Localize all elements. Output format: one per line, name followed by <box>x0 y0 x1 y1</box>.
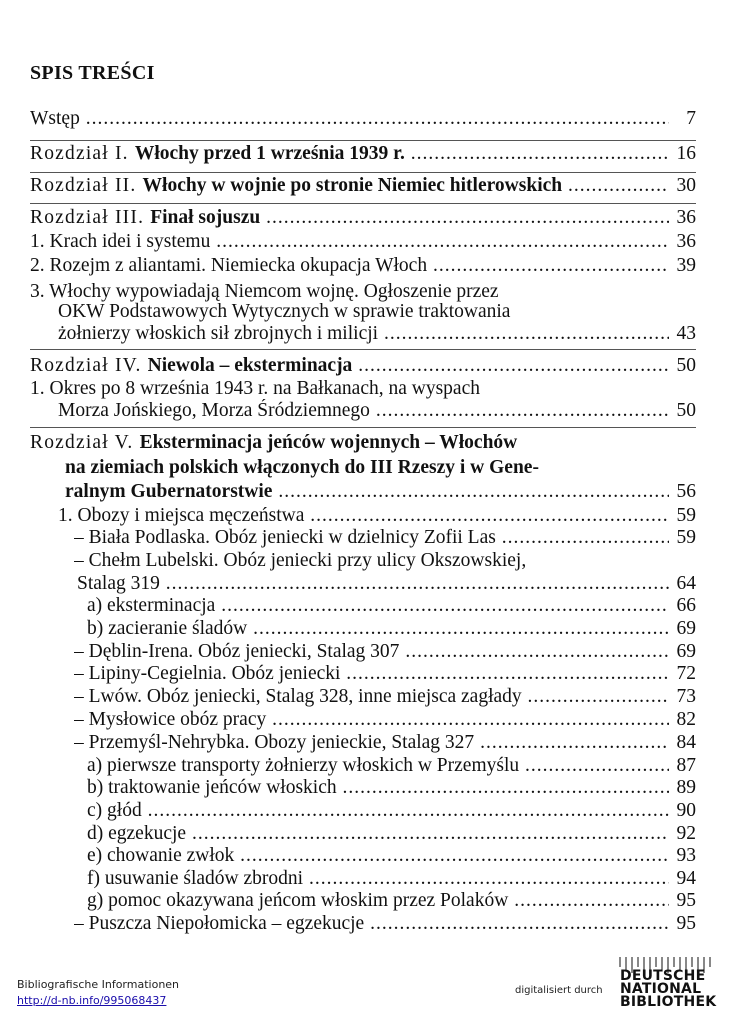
toc-entry-title <box>74 549 693 573</box>
toc-entry-title <box>74 640 669 664</box>
toc-entry-prefix: 3. Włochy wypowiadają Niemcom wojnę. Ogłoszenie przez <box>30 281 499 302</box>
toc-entry-title <box>87 889 669 913</box>
toc-entry-title <box>87 822 669 846</box>
toc-entry-title <box>58 300 693 324</box>
toc-entry-title <box>87 867 669 891</box>
toc-entry-page: 50 <box>670 354 696 378</box>
dnb-logo-text <box>620 970 716 1009</box>
toc-entry <box>0 685 733 709</box>
page-title: SPIS TREŚCI <box>30 62 155 84</box>
toc-entry-title <box>30 377 693 401</box>
toc-entry <box>0 912 733 936</box>
bibliographic-link[interactable]: http://d-nb.info/995068437 <box>17 994 167 1007</box>
dnb-logo-line-2: NATIONAL <box>620 981 702 997</box>
dnb-logo-line-3: BIBLIOTHEK <box>620 994 717 1010</box>
toc-entry-title <box>65 480 669 504</box>
toc-entry-page: 36 <box>670 230 696 254</box>
toc-entry <box>0 526 733 550</box>
toc-entry <box>0 776 733 800</box>
toc-entry-page: 59 <box>670 526 696 550</box>
toc-entry-page: 59 <box>670 504 696 528</box>
toc-entry-prefix: 1. Okres po 8 września 1943 r. na Bałkanach, na wyspach <box>30 378 480 399</box>
toc-entry-prefix: – Puszcza Niepołomicka – egzekucje <box>74 913 365 934</box>
toc-entry <box>0 549 733 573</box>
toc-entry-title <box>74 912 669 936</box>
toc-entry-title <box>77 572 669 596</box>
toc-entry-prefix: Morza Jońskiego, Morza Śródziemnego <box>58 400 370 421</box>
toc-entry-page: 69 <box>670 617 696 641</box>
toc-entry-title <box>30 142 669 166</box>
toc-entry-prefix: – Mysłowice obóz pracy <box>74 709 267 730</box>
toc-entry-page: 64 <box>670 572 696 596</box>
toc-entry-title <box>74 526 669 550</box>
toc-entry-prefix: c) głód <box>87 800 142 821</box>
toc-entry-page: 39 <box>670 254 696 278</box>
toc-entry-title <box>30 431 693 455</box>
toc-entry <box>0 754 733 778</box>
toc-entry-page: 69 <box>670 640 696 664</box>
toc-entry <box>0 708 733 732</box>
toc-entry-title <box>65 456 693 480</box>
toc-entry-page: 50 <box>670 399 696 423</box>
toc-entry-bold-title: Eksterminacja jeńców wojennych – Włochów <box>139 432 518 453</box>
toc-entry-prefix: e) chowanie zwłok <box>87 845 235 866</box>
toc-entry <box>0 399 733 423</box>
toc-entry <box>0 572 733 596</box>
toc-entry-title <box>87 594 669 618</box>
bibliographic-label: Bibliografische Informationen <box>17 978 180 991</box>
toc-entry-title <box>87 776 669 800</box>
toc-entry <box>0 377 733 401</box>
toc-entry-title <box>30 354 669 378</box>
toc-entry-page: 95 <box>670 889 696 913</box>
toc-entry <box>0 107 733 131</box>
toc-entry-page: 93 <box>670 844 696 868</box>
toc-entry-bold-title: Finał sojuszu <box>150 207 261 228</box>
toc-entry-prefix: a) eksterminacja <box>87 595 216 616</box>
toc-entry <box>0 640 733 664</box>
toc-entry-title <box>87 754 669 778</box>
toc-entry <box>0 889 733 913</box>
toc-entry-prefix: Rozdział IV. <box>30 355 148 376</box>
toc-entry-prefix: Rozdział III. <box>30 207 151 228</box>
toc-entry-page: 89 <box>670 776 696 800</box>
toc-entry-prefix: d) egzekucje <box>87 823 187 844</box>
chapter-divider-1 <box>30 140 696 141</box>
toc-entry <box>0 456 733 480</box>
chapter-divider-3 <box>30 203 696 204</box>
toc-entry-prefix: – Lwów. Obóz jeniecki, Stalag 328, inne miejsca zagłady <box>74 686 522 707</box>
toc-entry-prefix: b) zacieranie śladów <box>87 618 248 639</box>
toc-entry-prefix: a) pierwsze transporty żołnierzy włoskich w Przemyślu <box>87 755 520 776</box>
toc-entry-page: 94 <box>670 867 696 891</box>
toc-entry-page: 7 <box>670 107 696 131</box>
toc-entry-page: 92 <box>670 822 696 846</box>
toc-entry-title <box>74 731 669 755</box>
dnb-logo-line-1: DEUTSCHE <box>620 968 706 984</box>
toc-entry-prefix: Stalag 319 <box>77 573 160 594</box>
toc-entry <box>0 431 733 455</box>
toc-entry <box>0 799 733 823</box>
toc-entry-page: 90 <box>670 799 696 823</box>
toc-entry-title <box>58 504 669 528</box>
toc-entry-title <box>30 254 669 278</box>
toc-entry-bold-title: ralnym Gubernatorstwie <box>65 481 273 502</box>
toc-entry-page: 30 <box>670 174 696 198</box>
toc-entry-page: 72 <box>670 662 696 686</box>
toc-entry-page: 87 <box>670 754 696 778</box>
toc-entry <box>0 230 733 254</box>
toc-entry-prefix: OKW Podstawowych Wytycznych w sprawie traktowania <box>58 301 511 322</box>
toc-entry-page: 73 <box>670 685 696 709</box>
toc-entry <box>0 867 733 891</box>
toc-entry-title <box>74 708 669 732</box>
toc-entry <box>0 322 733 346</box>
toc-entry-prefix: 1. Krach idei i systemu <box>30 231 211 252</box>
toc-entry-prefix: Wstęp <box>30 108 80 129</box>
toc-entry-prefix: b) traktowanie jeńców włoskich <box>87 777 337 798</box>
bibliographic-info <box>17 977 179 1009</box>
toc-entry-prefix: – Dęblin-Irena. Obóz jeniecki, Stalag 307 <box>74 641 400 662</box>
toc-entry <box>0 142 733 166</box>
chapter-divider-4 <box>30 349 696 350</box>
toc-entry-page: 56 <box>670 480 696 504</box>
toc-entry-prefix: Rozdział II. <box>30 175 143 196</box>
toc-entry-page: 95 <box>670 912 696 936</box>
toc-entry <box>0 617 733 641</box>
toc-entry <box>0 206 733 230</box>
toc-entry-page: 66 <box>670 594 696 618</box>
toc-entry-title <box>87 799 669 823</box>
toc-entry-title <box>74 685 669 709</box>
chapter-divider-2 <box>30 172 696 173</box>
toc-entry <box>0 731 733 755</box>
toc-entry-prefix: Rozdział V. <box>30 432 140 453</box>
toc-entry-prefix: f) usuwanie śladów zbrodni <box>87 868 304 889</box>
toc-entry-prefix: 1. Obozy i miejsca męczeństwa <box>58 505 305 526</box>
toc-entry-prefix: g) pomoc okazywana jeńcom włoskim przez Polaków <box>87 890 509 911</box>
toc-entry-bold-title: Włochy w wojnie po stronie Niemiec hitlerowskich <box>142 175 563 196</box>
toc-entry <box>0 354 733 378</box>
toc-entry <box>0 662 733 686</box>
toc-entry-page: 82 <box>670 708 696 732</box>
toc-entry-prefix: 2. Rozejm z aliantami. Niemiecka okupacja Włoch <box>30 255 428 276</box>
toc-entry-bold-title: na ziemiach polskich włączonych do III Rzeszy i w Gene- <box>65 457 539 478</box>
toc-entry-bold-title: Niewola – eksterminacja <box>147 355 353 376</box>
toc-entry-title <box>30 230 669 254</box>
toc-entry <box>0 822 733 846</box>
toc-entry-page: 36 <box>670 206 696 230</box>
toc-entry <box>0 480 733 504</box>
toc-entry <box>0 300 733 324</box>
toc-entry-title <box>30 206 669 230</box>
toc-entry-title <box>58 399 669 423</box>
toc-entry-title <box>30 107 669 131</box>
toc-entry-title <box>30 174 669 198</box>
toc-entry-title <box>87 844 669 868</box>
toc-entry-bold-title: Włochy przed 1 września 1939 r. <box>134 143 405 164</box>
toc-entry-title <box>87 617 669 641</box>
chapter-divider-5 <box>30 427 696 428</box>
toc-entry-prefix: żołnierzy włoskich sił zbrojnych i milicji <box>58 323 379 344</box>
digitalized-by-label: digitalisiert durch <box>515 985 603 996</box>
toc-entry <box>0 254 733 278</box>
toc-entry-prefix: – Lipiny-Cegielnia. Obóz jeniecki <box>74 663 341 684</box>
toc-entry <box>0 504 733 528</box>
toc-entry-prefix: – Przemyśl-Nehrybka. Obozy jenieckie, Stalag 327 <box>74 732 475 753</box>
toc-entry-prefix: – Chełm Lubelski. Obóz jeniecki przy ulicy Okszowskiej, <box>74 550 527 571</box>
toc-entry <box>0 174 733 198</box>
toc-entry-title <box>74 662 669 686</box>
toc-entry <box>0 594 733 618</box>
toc-entry-page: 84 <box>670 731 696 755</box>
toc-entry-prefix: – Biała Podlaska. Obóz jeniecki w dzielnicy Zofii Las <box>74 527 496 548</box>
toc-entry-page: 43 <box>670 322 696 346</box>
toc-entry <box>0 844 733 868</box>
toc-entry-prefix: Rozdział I. <box>30 143 135 164</box>
toc-entry-page: 16 <box>670 142 696 166</box>
toc-entry-title <box>58 322 669 346</box>
